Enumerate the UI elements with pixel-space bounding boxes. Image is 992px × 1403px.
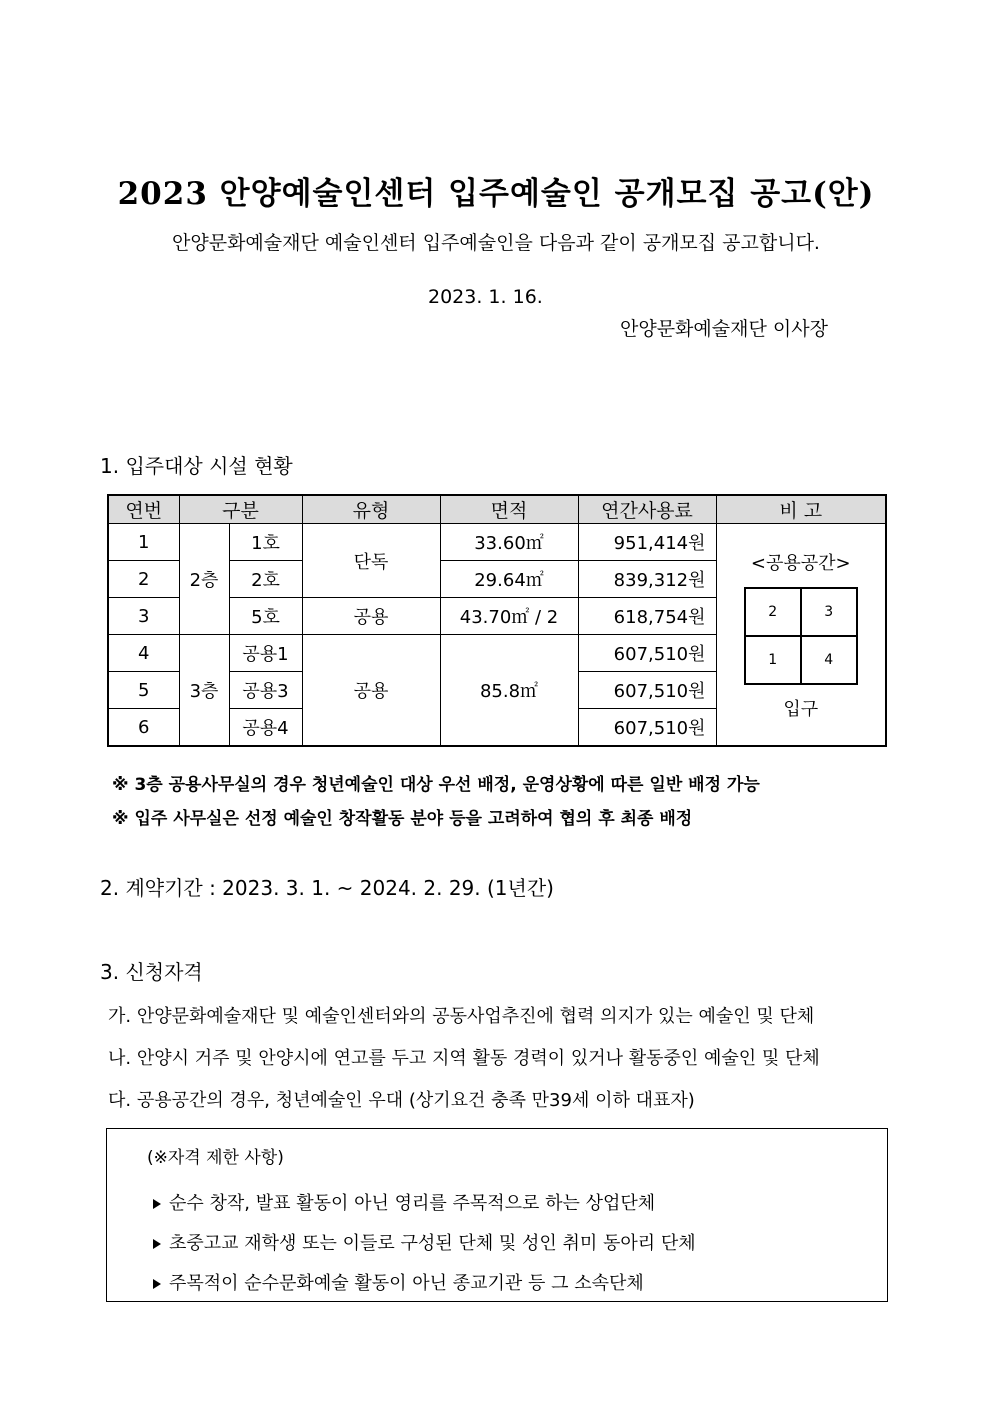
section2-heading: 2. 계약기간 : 2023. 3. 1. ~ 2024. 2. 29. (1년간) (100, 876, 554, 900)
note-priority: ※ 3층 공용사무실의 경우 청년예술인 대상 우선 배정, 운영상황에 따른 일반 배정 가능 (112, 775, 760, 795)
restriction-title: (※자격 제한 사항) (147, 1148, 284, 1168)
row-no: 1 (108, 524, 179, 561)
fee-cell: 618,754원 (578, 598, 716, 635)
table-row (108, 524, 886, 561)
triangle-bullet-icon (153, 1279, 161, 1289)
type-cell: 공용 (302, 635, 440, 747)
plan-room: 2 (745, 588, 801, 636)
plan-room: 4 (801, 636, 857, 684)
room-cell: 5호 (229, 598, 302, 635)
section1-heading: 1. 입주대상 시설 현황 (100, 454, 293, 478)
announcement-date: 2023. 1. 16. (428, 286, 543, 308)
restriction-item (153, 1229, 696, 1255)
qualification-item: 나. 안양시 거주 및 안양시에 연고를 두고 지역 활동 경력이 있거나 활동중인 예술인 및 단체 (108, 1048, 820, 1069)
header-fee: 연간사용료 (578, 495, 716, 524)
header-area: 면적 (440, 495, 578, 524)
room-cell: 공용4 (229, 709, 302, 747)
row-no: 4 (108, 635, 179, 672)
room-cell: 1호 (229, 524, 302, 561)
room-cell: 공용1 (229, 635, 302, 672)
row-no: 2 (108, 561, 179, 598)
issuer: 안양문화예술재단 이사장 (620, 318, 828, 340)
floor-cell: 3층 (179, 635, 229, 747)
triangle-bullet-icon (153, 1239, 161, 1249)
row-no: 5 (108, 672, 179, 709)
fee-cell: 607,510원 (578, 672, 716, 709)
facility-table (107, 494, 887, 747)
shared-space-label: <공용공간> (750, 552, 851, 574)
row-no: 6 (108, 709, 179, 747)
restriction-text: 초중고교 재학생 또는 이들로 구성된 단체 및 성인 취미 동아리 단체 (169, 1233, 696, 1254)
note-assignment: ※ 입주 사무실은 선정 예술인 창작활동 분야 등을 고려하여 협의 후 최종 배정 (112, 809, 693, 829)
remark-cell (716, 524, 886, 747)
plan-room: 3 (801, 588, 857, 636)
area-cell: 43.70㎡ / 2 (440, 598, 578, 635)
fee-cell: 607,510원 (578, 709, 716, 747)
header-no: 연번 (108, 495, 179, 524)
type-cell: 단독 (302, 524, 440, 598)
restriction-item (153, 1189, 655, 1215)
header-remark: 비 고 (716, 495, 886, 524)
triangle-bullet-icon (153, 1199, 161, 1209)
section3-heading: 3. 신청자격 (100, 960, 203, 984)
header-category: 구분 (179, 495, 302, 524)
restriction-text: 순수 창작, 발표 활동이 아닌 영리를 주목적으로 하는 상업단체 (169, 1193, 656, 1214)
restriction-box (106, 1128, 888, 1302)
floor-cell: 2층 (179, 524, 229, 635)
entrance-label: 입구 (783, 698, 819, 720)
table-header-row (108, 495, 886, 524)
area-cell: 85.8㎡ (440, 635, 578, 747)
floor-plan-grid (744, 587, 858, 685)
area-cell: 33.60㎡ (440, 524, 578, 561)
fee-cell: 951,414원 (578, 524, 716, 561)
fee-cell: 607,510원 (578, 635, 716, 672)
area-cell: 29.64㎡ (440, 561, 578, 598)
row-no: 3 (108, 598, 179, 635)
room-cell: 2호 (229, 561, 302, 598)
document-title: 2023 안양예술인센터 입주예술인 공개모집 공고(안) (117, 176, 875, 212)
document-subtitle: 안양문화예술재단 예술인센터 입주예술인을 다음과 같이 공개모집 공고합니다. (172, 232, 820, 254)
room-cell: 공용3 (229, 672, 302, 709)
restriction-text: 주목적이 순수문화예술 활동이 아닌 종교기관 등 그 소속단체 (169, 1273, 644, 1294)
plan-room: 1 (745, 636, 801, 684)
header-type: 유형 (302, 495, 440, 524)
restriction-item (153, 1269, 644, 1295)
qualification-item: 다. 공용공간의 경우, 청년예술인 우대 (상기요건 충족 만39세 이하 대표자) (108, 1090, 695, 1111)
qualification-item: 가. 안양문화예술재단 및 예술인센터와의 공동사업추진에 협력 의지가 있는 예술인 및 단체 (108, 1006, 815, 1027)
fee-cell: 839,312원 (578, 561, 716, 598)
type-cell: 공용 (302, 598, 440, 635)
